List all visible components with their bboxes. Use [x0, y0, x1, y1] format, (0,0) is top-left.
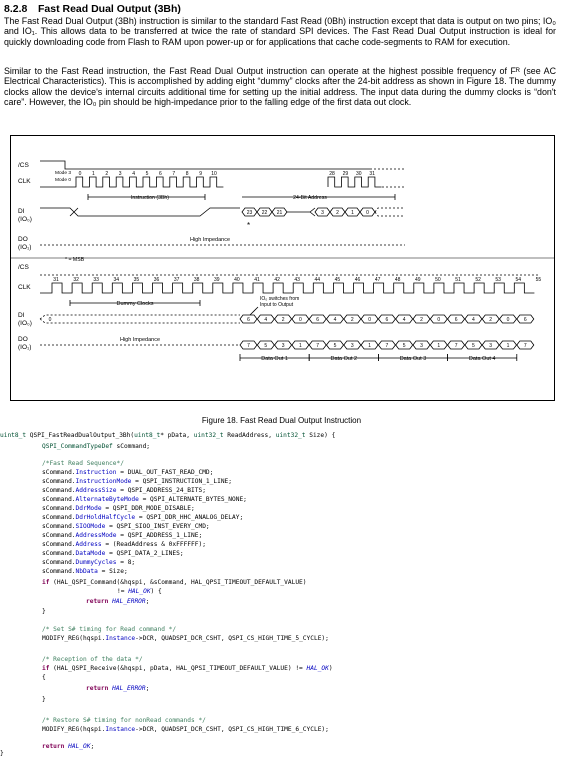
- address-bit-r-label-0: 0: [366, 210, 369, 216]
- signal-label-bottom-5: (IO₁): [18, 344, 32, 351]
- code-line-10: sCommand.AddressMode = QSPI_ADDRESS_1_LINE;: [42, 532, 203, 539]
- data-out-label-3: Data Out 4: [468, 356, 496, 362]
- address-label: 24-Bit Address: [293, 195, 327, 201]
- code-line-13: sCommand.DummyCycles = 8;: [42, 559, 136, 566]
- di-bit-label-0: 6: [247, 317, 250, 323]
- di-bit-label-12: 6: [454, 317, 458, 323]
- do-bit-label-8: 7: [385, 343, 389, 349]
- clk-top-num-5: 5: [145, 171, 149, 177]
- clk-bottom-num-13: 44: [314, 277, 321, 283]
- code-line-20: MODIFY_REG(hqspi.Instance->DCR, QUADSPI_DCR_CSHT, QSPI_CS_HIGH_TIME_5_CYCLE);: [42, 635, 329, 642]
- clk-bottom-num-10: 41: [254, 277, 260, 283]
- code-line-25: }: [42, 696, 46, 703]
- di-bit-label-16: 6: [523, 317, 527, 323]
- clk-bottom-num-12: 43: [294, 277, 300, 283]
- paragraph-dummy-clocks: Similar to the Fast Read instruction, the Fast Read Dual Output instruction can operate at the highest possible frequency of Fᴿ (see AC Electrical Characteristics). This is accomplished by adding eight “dummy” clocks after the 24-bit address as shown in Figure 18. The dummy clocks allow the device's internal circuits additional time for setting up the initial address. The input data during the dummy clocks is “don't care”. However, the IO₀ pin should be high-impedance prior to the falling edge of the first data out clock.: [4, 66, 556, 108]
- mode3-label: Mode 3: [55, 171, 71, 176]
- do-bit-label-5: 5: [333, 343, 337, 349]
- signal-label-top-4: DO: [18, 236, 28, 243]
- code-line-29: }: [0, 750, 4, 757]
- do-bit-label-3: 1: [299, 343, 302, 349]
- msb-star: *: [247, 221, 251, 230]
- clk-top-num-14: 31: [369, 171, 375, 177]
- do-bit-label-10: 3: [420, 343, 423, 349]
- code-line-26: /* Restore S# timing for nonRead commands */: [42, 717, 206, 724]
- do-bit-label-14: 3: [489, 343, 493, 349]
- timing-diagram: [10, 135, 555, 401]
- di-bit-label-14: 2: [489, 317, 493, 323]
- code-line-12: sCommand.DataMode = QSPI_DATA_2_LINES;: [42, 550, 184, 557]
- address-bit-label-22: 22: [261, 210, 268, 216]
- clk-top-num-13: 30: [356, 171, 362, 177]
- clk-top-num-8: 8: [185, 171, 189, 177]
- code-line-16: != HAL_OK) {: [117, 588, 162, 595]
- clk-bottom-num-6: 37: [173, 277, 180, 283]
- high-impedance-bottom: High Impedance: [119, 337, 161, 343]
- di-bit-label-15: 0: [506, 317, 510, 323]
- di-bit-first: 0: [48, 317, 52, 323]
- code-line-14: sCommand.NbData = Size;: [42, 568, 128, 575]
- di-bit-label-7: 0: [368, 317, 371, 323]
- code-line-5: sCommand.AddressSize = QSPI_ADDRESS_24_BITS;: [42, 487, 206, 494]
- clk-bottom-num-19: 50: [435, 277, 441, 283]
- clk-bottom-num-15: 46: [354, 277, 361, 283]
- data-out-label-2: Data Out 3: [399, 356, 427, 362]
- data-out-label-0: Data Out 1: [261, 356, 288, 362]
- clk-top-num-1: 1: [92, 171, 95, 177]
- address-bit-r-label-1: 1: [351, 210, 354, 216]
- signal-label-bottom-3: (IO₀): [18, 320, 32, 327]
- do-bit-label-16: 7: [523, 343, 527, 349]
- code-line-2: /*Fast Read Sequence*/: [42, 460, 124, 467]
- clk-bottom-num-18: 49: [415, 277, 421, 283]
- signal-label-bottom-2: DI: [18, 312, 25, 319]
- code-line-3: sCommand.Instruction = DUAL_OUT_FAST_READ_CMD;: [42, 469, 214, 476]
- code-line-22: if (HAL_QSPI_Receive(&hqspi, pData, HAL_QPSI_TIMEOUT_DEFAULT_VALUE) != HAL_OK): [42, 665, 333, 672]
- clk-bottom-num-23: 54: [515, 277, 522, 283]
- clk-bottom-num-7: 38: [193, 277, 200, 283]
- address-bit-label-23: 23: [246, 210, 253, 216]
- do-bit-label-12: 7: [454, 343, 458, 349]
- clk-top-num-12: 29: [342, 171, 349, 177]
- clk-top-num-10: 10: [211, 171, 217, 177]
- figure-caption: Figure 18. Fast Read Dual Output Instruction: [201, 416, 362, 425]
- di-bit-label-1: 4: [264, 317, 268, 323]
- signal-label-top-2: DI: [18, 208, 25, 215]
- di-bit-label-6: 2: [350, 317, 354, 323]
- section-title: Fast Read Dual Output (3Bh): [38, 3, 181, 15]
- code-line-0: uint8_t QSPI_FastReadDualOutput_3Bh(uint8_t* pData, uint32_t ReadAddress, uint32_t Size) {: [0, 432, 336, 439]
- section-number: 8.2.8: [4, 3, 28, 15]
- msb-legend: * = MSB: [65, 257, 85, 263]
- di-bit-label-3: 0: [299, 317, 302, 323]
- di-bit-label-5: 4: [333, 317, 337, 323]
- code-line-15: if (HAL_QSPI_Command(&hqspi, &sCommand, HAL_QPSI_TIMEOUT_DEFAULT_VALUE): [42, 579, 307, 586]
- io-switch-line1: IO₀ switches from: [260, 296, 300, 302]
- clk-top-num-3: 3: [118, 171, 122, 177]
- do-bit-label-4: 7: [316, 343, 320, 349]
- clk-bottom-num-3: 34: [113, 277, 120, 283]
- do-bit-label-2: 3: [281, 343, 285, 349]
- clk-top-num-2: 2: [105, 171, 109, 177]
- address-bit-r-label-3: 3: [321, 210, 324, 216]
- signal-label-bottom-4: DO: [18, 336, 28, 343]
- do-bit-label-7: 1: [368, 343, 371, 349]
- mode0-label: Mode 0: [55, 178, 71, 183]
- di-bit-label-11: 0: [437, 317, 441, 323]
- code-line-28: return HAL_OK;: [42, 743, 95, 750]
- clk-bottom-num-17: 48: [394, 277, 401, 283]
- clk-bottom-num-8: 39: [214, 277, 220, 283]
- clk-bottom-num-2: 33: [93, 277, 99, 283]
- do-bit-label-13: 5: [472, 343, 475, 349]
- do-bit-label-0: 7: [247, 343, 250, 349]
- paragraph-intro: The Fast Read Dual Output (3Bh) instruction is similar to the standard Fast Read (0Bh) instruction except that data is output on two pins; IO₀ and IO₁. This allows data to be transferred at twice the rate of standard SPI devices. The Fast Read Dual Output instruction is ideal for quickly downloading code from Flash to RAM upon power-up or for applications that cache code-segments to RAM for execution.: [4, 16, 556, 47]
- section-heading: [4, 3, 181, 15]
- clk-bottom-num-24: 55: [535, 277, 542, 283]
- signal-label-top-3: (IO₀): [18, 216, 32, 223]
- code-line-11: sCommand.Address = (ReadAddress & 0xFFFFFF);: [42, 541, 206, 548]
- do-bit-label-1: 5: [264, 343, 268, 349]
- code-line-6: sCommand.AlternateByteMode = QSPI_ALTERNATE_BYTES_NONE;: [42, 496, 247, 503]
- do-bit-label-15: 1: [506, 343, 510, 349]
- code-line-18: }: [42, 608, 46, 615]
- di-bit-label-13: 4: [472, 317, 475, 323]
- clk-bottom-num-14: 45: [334, 277, 341, 283]
- address-bit-r-label-2: 2: [336, 210, 339, 216]
- clk-bottom-num-11: 42: [274, 277, 280, 283]
- signal-label-bottom-1: CLK: [18, 284, 31, 291]
- clk-bottom-num-0: 31: [53, 277, 59, 283]
- code-line-9: sCommand.SIOOMode = QSPI_SIOO_INST_EVERY_CMD;: [42, 523, 210, 530]
- clk-top-num-9: 9: [199, 171, 202, 177]
- clk-top-num-11: 28: [329, 171, 335, 177]
- signal-label-bottom-0: /CS: [18, 264, 29, 271]
- clk-bottom-num-1: 32: [73, 277, 79, 283]
- do-bit-label-6: 3: [350, 343, 354, 349]
- code-line-24: return HAL_ERROR;: [86, 685, 150, 692]
- clk-bottom-num-5: 36: [153, 277, 160, 283]
- clk-top-num-6: 6: [159, 171, 162, 177]
- di-bit-label-2: 2: [281, 317, 285, 323]
- high-impedance-top: High Impedance: [189, 237, 231, 243]
- code-line-4: sCommand.InstructionMode = QSPI_INSTRUCTION_1_LINE;: [42, 478, 233, 485]
- di-bit-label-8: 6: [385, 317, 389, 323]
- dummy-clocks-label: Dummy Clocks: [116, 301, 154, 307]
- clk-top-num-7: 7: [172, 171, 176, 177]
- clk-bottom-num-21: 52: [475, 277, 481, 283]
- clk-bottom-num-9: 40: [234, 277, 240, 283]
- address-bit-label-21: 21: [276, 210, 283, 216]
- di-bit-label-9: 4: [402, 317, 406, 323]
- do-bit-label-9: 5: [402, 343, 406, 349]
- do-bit-label-11: 1: [437, 343, 441, 349]
- code-line-1: QSPI_CommandTypeDef sCommand;: [42, 443, 151, 450]
- clk-bottom-num-22: 53: [495, 277, 501, 283]
- code-line-7: sCommand.DdrMode = QSPI_DDR_MODE_DISABLE;: [42, 505, 195, 512]
- code-line-23: {: [42, 674, 46, 681]
- clk-top-num-0: 0: [78, 171, 82, 177]
- io-switch-line2: Input to Output: [260, 302, 294, 308]
- code-line-17: return HAL_ERROR;: [86, 598, 150, 605]
- di-bit-label-4: 6: [316, 317, 320, 323]
- clk-top-num-4: 4: [132, 171, 135, 177]
- instruction-label: Instruction (3Bh): [130, 195, 170, 201]
- code-line-21: /* Reception of the data */: [42, 656, 143, 663]
- code-line-19: /* Set S# timing for Read command */: [42, 626, 177, 633]
- clk-bottom-num-16: 47: [374, 277, 381, 283]
- signal-label-top-1: CLK: [18, 178, 31, 185]
- clk-bottom-num-20: 51: [455, 277, 461, 283]
- di-bit-label-10: 2: [420, 317, 423, 323]
- signal-label-top-0: /CS: [18, 162, 29, 169]
- clk-bottom-num-4: 35: [133, 277, 140, 283]
- data-out-label-1: Data Out 2: [330, 356, 358, 362]
- signal-label-top-5: (IO₁): [18, 244, 32, 251]
- code-line-27: MODIFY_REG(hqspi.Instance->DCR, QUADSPI_DCR_CSHT, QSPI_CS_HIGH_TIME_6_CYCLE);: [42, 726, 329, 733]
- code-line-8: sCommand.DdrHoldHalfCycle = QSPI_DDR_HHC_ANALOG_DELAY;: [42, 514, 244, 521]
